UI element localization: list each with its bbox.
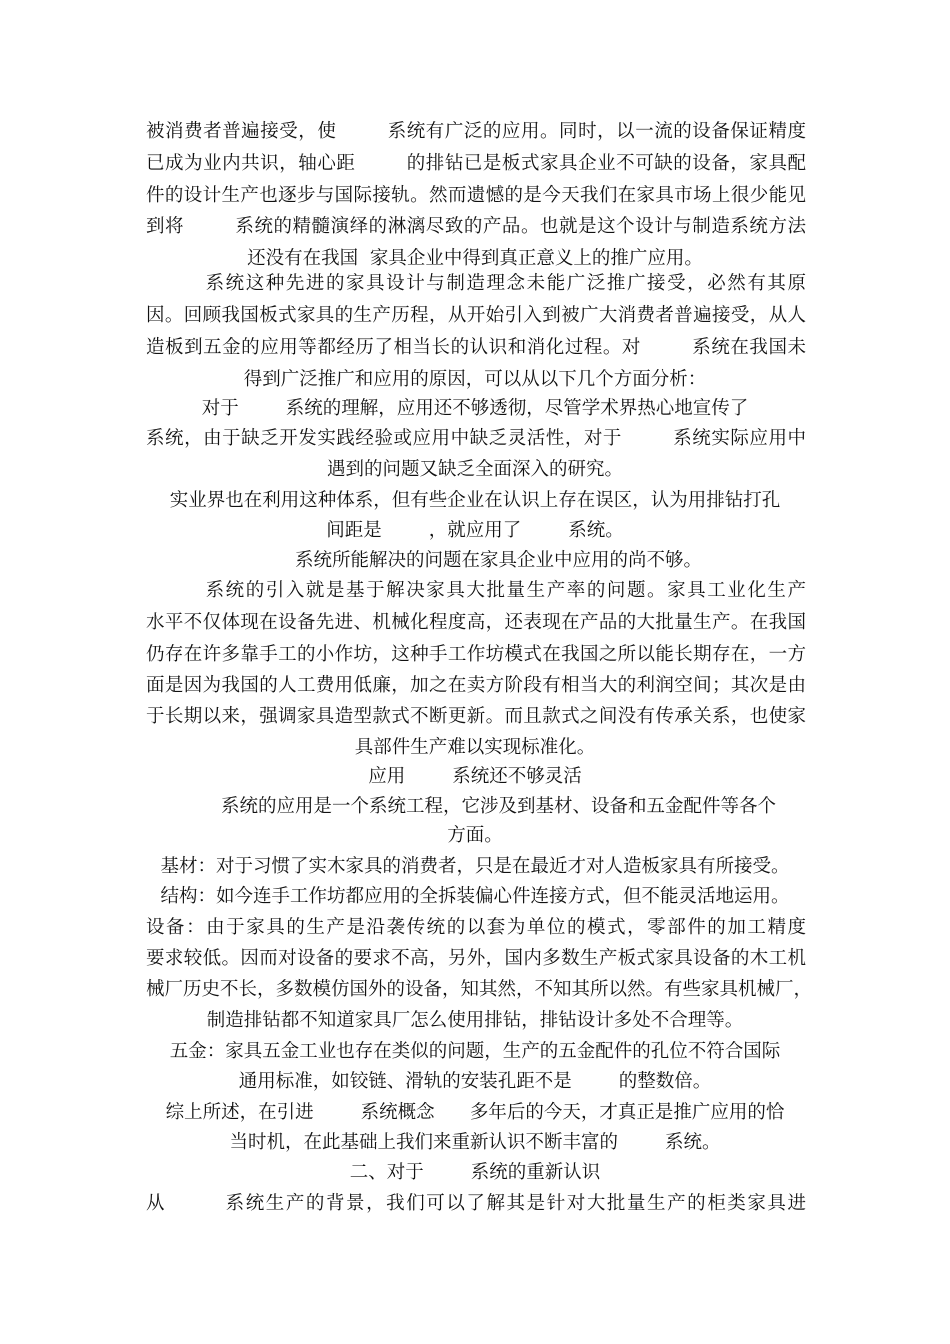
text-line: 已成为业内共识，轴心距 的排钻已是板式家具企业不可缺的设备，家具配: [146, 153, 806, 174]
text-line: 被消费者普遍接受，使 系统有广泛的应用。同时，以一流的设备保证精度: [146, 121, 806, 142]
text-line: 于长期以来，强调家具造型款式不断更新。而且款式之间没有传承关系，也使家: [146, 706, 806, 727]
text-line: 械厂历史不长，多数模仿国外的设备，知其然，不知其所以然。有些家具机械厂，: [146, 979, 813, 1000]
text-line: 遇到的问题又缺乏全面深入的研究。: [326, 459, 623, 480]
text-line: 还没有在我国 家具企业中得到真正意义上的推广应用。: [247, 248, 703, 269]
text-line: 系统所能解决的问题在家具企业中应用的尚不够。: [247, 550, 703, 571]
text-line: 综上所述，在引进 系统概念 多年后的今天，才真正是推广应用的恰: [165, 1102, 785, 1123]
text-line: 从 系统生产的背景，我们可以了解其是针对大批量生产的柜类家具进: [146, 1193, 806, 1214]
text-line: 因。回顾我国板式家具的生产历程，从开始引入到被广大消费者普遍接受，从人: [146, 305, 806, 326]
text-line: 系统的引入就是基于解决家具大批量生产率的问题。家具工业化生产: [146, 580, 806, 601]
text-line: 间距是 ，就应用了 系统。: [326, 520, 624, 541]
text-line: 五金：家具五金工业也存在类似的问题，生产的五金配件的孔位不符合国际: [169, 1041, 781, 1062]
text-line: 面是因为我国的人工费用低廉，加之在卖方阶段有相当大的利润空间；其次是由: [146, 675, 806, 696]
section-heading: 应用 系统还不够灵活: [368, 766, 582, 787]
text-line: 制造排钻都不知道家具厂怎么使用排钻，排钻设计多处不合理等。: [206, 1010, 744, 1031]
text-line: 系统的应用是一个系统工程，它涉及到基材、设备和五金配件等各个: [173, 796, 777, 817]
text-line: 要求较低。因而对设备的要求不高，另外，国内多数生产板式家具设备的木工机: [146, 948, 806, 969]
text-line: 基材：对于习惯了实木家具的消费者，只是在最近才对人造板家具有所接受。: [160, 856, 790, 877]
text-line: 设备：由于家具的生产是沿袭传统的以套为单位的模式，零部件的加工精度: [146, 917, 806, 938]
text-line: 通用标准，如铰链、滑轨的安装孔距不是 的整数倍。: [238, 1071, 712, 1092]
text-line: 得到广泛推广和应用的原因，可以从以下几个方面分析：: [243, 369, 707, 390]
text-line: 当时机，在此基础上我们来重新认识不断丰富的 系统。: [229, 1132, 721, 1153]
text-line: 仍存在许多靠手工的小作坊，这种手工作坊模式在我国之所以能长期存在，一方: [146, 644, 806, 665]
text-line: 具部件生产难以实现标准化。: [354, 737, 596, 758]
text-line: 系统，由于缺乏开发实践经验或应用中缺乏灵活性，对于 系统实际应用中: [146, 428, 806, 449]
text-line: 对于 系统的理解，应用还不够透彻，尽管学术界热心地宣传了: [201, 398, 749, 419]
text-line: 件的设计生产也逐步与国际接轨。然而遗憾的是今天我们在家具市场上很少能见: [146, 185, 806, 206]
text-line: 造板到五金的应用等都经历了相当长的认识和消化过程。对 系统在我国未: [146, 337, 806, 358]
text-line: 系统这种先进的家具设计与制造理念未能广泛推广接受，必然有其原: [146, 273, 806, 294]
section-heading: 二、对于 系统的重新认识: [349, 1162, 601, 1183]
text-line: 水平不仅体现在设备先进、机械化程度高，还表现在产品的大批量生产。在我国: [146, 612, 806, 633]
text-line: 到将 系统的精髓演绎的淋漓尽致的产品。也就是这个设计与制造系统方法: [146, 216, 806, 237]
text-line: 结构：如今连手工作坊都应用的全拆装偏心件连接方式，但不能灵活地运用。: [160, 886, 790, 907]
text-line: 实业界也在利用这种体系，但有些企业在认识上存在误区，认为用排钻打孔: [169, 490, 781, 511]
text-line: 方面。: [447, 825, 503, 846]
